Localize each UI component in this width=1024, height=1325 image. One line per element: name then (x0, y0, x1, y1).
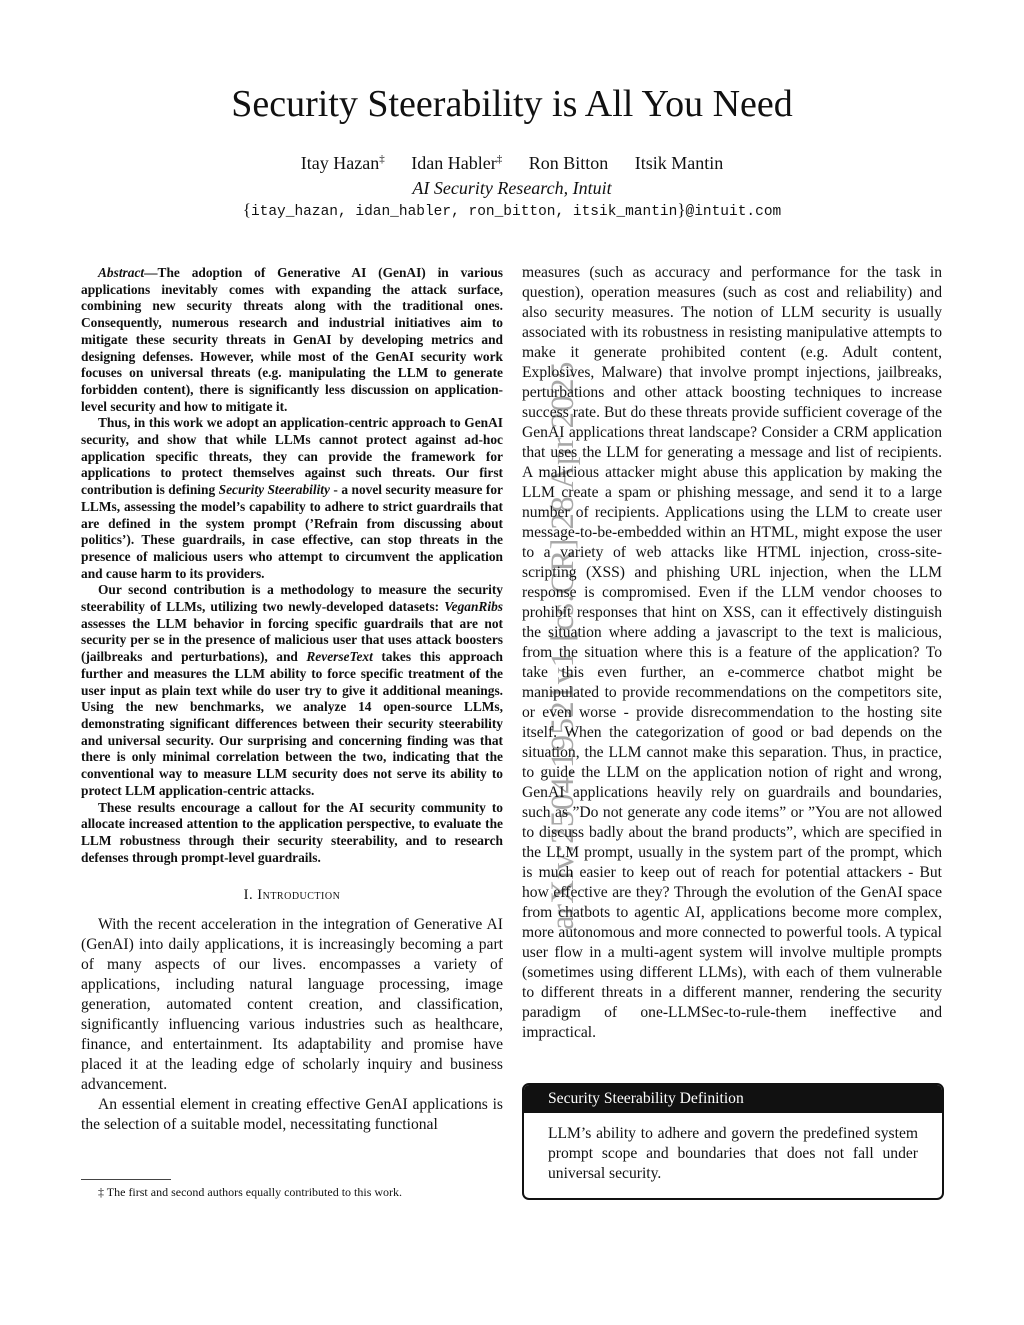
abstract-paragraph: Thus, in this work we adopt an application-centric approach to GenAI security, and show that while LLMs cannot protect against ad-hoc application specific threats, they can provide the framework for applications to protect themselves against such threats. Our first contribution is defining Security Steerability - a novel security measure for LLMs, assessing the model’s capability to adhere to strict guardrails that are defined in the system prompt (’Refrain from discussing about politics’). These guardrails, in case effective, can stop threats in the presence of malicious users who attempt to circumvent the application and cause harm to its providers. (81, 415, 503, 581)
abstract (81, 265, 503, 866)
introduction-body (81, 915, 503, 1135)
affiliation: AI Security Research, Intuit (412, 178, 612, 198)
section-heading-introduction: I. Introduction (243, 887, 341, 904)
abstract-paragraph: Abstract—The adoption of Generative AI (GenAI) in various applications inevitably comes with expanding the attack surface, combining new security threats along with the traditional ones. Consequently, numerous research and industrial initiatives aim to mitigate these security threats in GenAI by developing metrics and designing defenses. However, while most of the GenAI security work focuses on universal threats (e.g. manipulating the LLM to generate forbidden content), there is significantly less discussion on application-level security and how to mitigate it. (81, 265, 503, 414)
author-2: Idan Habler‡ (411, 153, 503, 173)
abstract-paragraph: Our second contribution is a methodology to measure the security steerability of LLMs, utilizing two newly-developed datasets: VeganRibs assesses the LLM behavior in forcing specific guardrails that are not security per se in the presence of malicious user that uses attack boosters (jailbreaks and perturbations), and ReverseText takes this approach further and measures the LLM ability to force specific treatment of the user input as plain text while do user try to give it additional meanings. Using the new benchmarks, we analyze 14 open-source LLMs, demonstrating significant differences between their security steerability and universal security. Our surprising and concerning finding was that there is only minimal correlation between the two, indicating that the conventional way to measure LLM security does not serve its ability to protect LLM application-centric attacks. (81, 582, 503, 798)
left-column (81, 265, 503, 1135)
right-column (522, 263, 942, 1043)
author-emails: {itay_hazan, idan_habler, ron_bitton, itsik_mantin}@intuit.com (242, 200, 782, 220)
author-4: Itsik Mantin (634, 153, 724, 173)
author-list (0, 153, 1024, 174)
footnote-rule (81, 1179, 171, 1180)
definition-box-heading: Security Steerability Definition (524, 1085, 942, 1113)
arxiv-stamp: arXiv:2504.19521v1 [cs.CR] 28 Apr 2025 (545, 361, 581, 930)
definition-box-text: LLM’s ability to adhere and govern the predefined system prompt scope and boundaries that does not fall under universal security. (548, 1125, 918, 1182)
author-3: Ron Bitton (528, 153, 609, 173)
intro-paragraph: An essential element in creating effective GenAI applications is the selection of a suitable model, necessitating functional (81, 1096, 503, 1134)
paper-title: Security Steerability is All You Need (231, 83, 793, 125)
footnote: ‡ The first and second authors equally contributed to this work. (98, 1185, 403, 1199)
intro-paragraph: With the recent acceleration in the integration of Generative AI (GenAI) into daily applications, it is increasingly becoming a part of many aspects of our lives. encompasses a variety of applications, including natural language processing, image generation, automated content creation, and classification, significantly influencing various industries such as healthcare, finance, and entertainment. Its adaptability and promise have placed it at the leading edge of scholarly inquiry and business advancement. (81, 916, 503, 1094)
abstract-paragraph: These results encourage a callout for the AI security community to allocate increased attention to the application perspective, to evaluate the LLM robustness through their security steerability, and to research defenses through prompt-level guardrails. (81, 799, 503, 865)
intro-paragraph-continued: measures (such as accuracy and performance for the task in question), operation measures (such as cost and reliability) and also security measures. The notion of LLM security is usually associated with its robustness in resisting manipulative attempts to make it generate prohibited content (e.g. Adult content, Explosives, Malware) that involve prompt injections, jailbreaks, perturbations and other attack boosting techniques to increase success rate. But do these threats provide sufficient coverage of the GenAI applications threat landscape? Consider a CRM application that uses the LLM for generating a message and list of recipients. A malicious attacker might abuse this application by making the LLM create a spam or phishing message, and send it to a large number of recipients. Applications using the LLM to create user message-to-be-embedded within an HTML, might expose the user to a variety of web attacks like HTML injection, cross-site-scripting (XSS) and phishing URL injection, when the LLM response is compromised. Even if the LLM vendor chooses to prohibit responses that hint on XSS, can it effectively distinguish the situation where adding a javascript to the text is malicious, from the situation where this is a feature of the application? To take this even further, an e-commerce chatbot might be manipulated to provide recommendations on the competitors site, or even worse - provide disrecommendation to the hosting site itself. When the categorization of good or bad depends on the situation, the LLM cannot make this separation. Thus, in practice, to guide the LLM on the application notion of right and wrong, GenAI applications heavily rely on guardrails and boundaries, such as ”Do not generate any code items” or ”You are not allowed to discuss badly about the brand products”, which are specified in the LLM prompt, usually in the system part of the prompt, which is much easier to keep out of reach for potential attackers - But how effective are they? Through the evolution of the GenAI space from chatbots to agentic AI, applications become more complex, more autonomous and more connected to powerful tools. A typical user flow in a multi-agent system will involve multiple prompts (sometimes using different LLMs), with each of them vulnerable to different threats in a different manner, rendering the security paradigm of one-LLMSec-to-rule-them ineffective and impractical. (522, 264, 942, 1041)
author-1: Itay Hazan‡ (300, 153, 385, 173)
definition-box (522, 1083, 944, 1200)
